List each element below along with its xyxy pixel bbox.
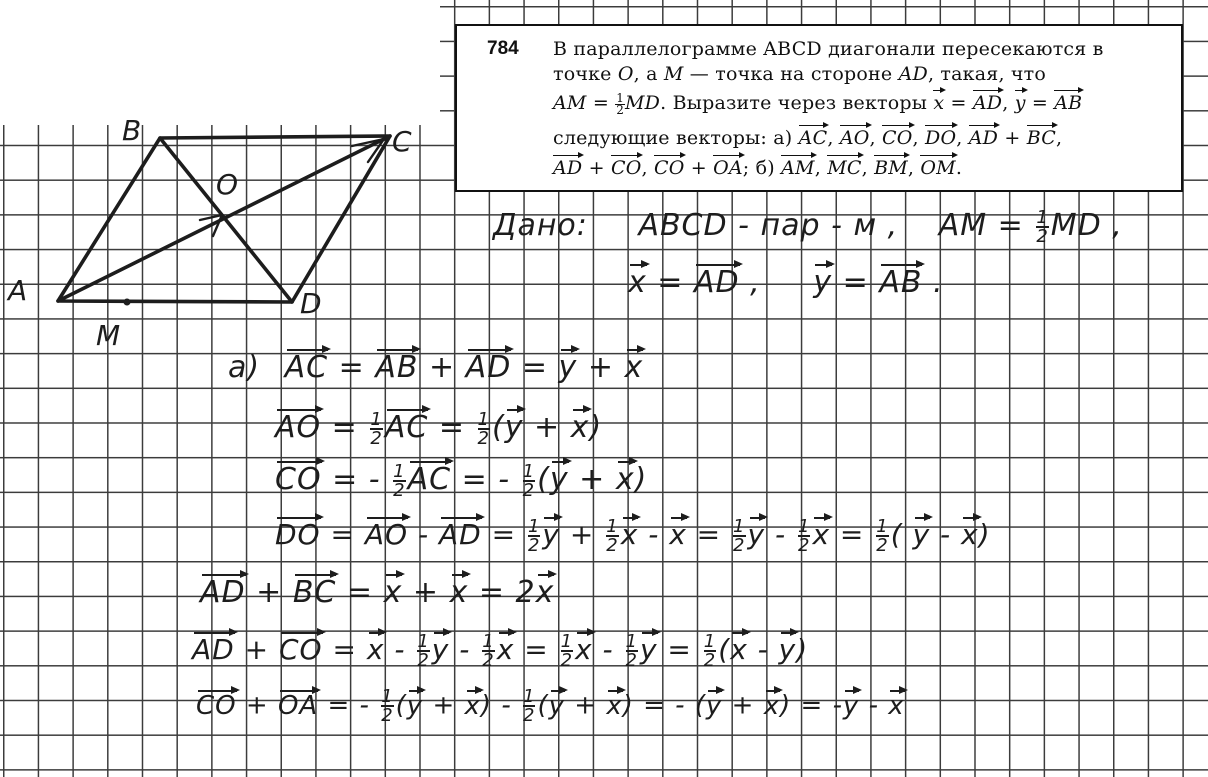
frac-den: 2 — [527, 535, 541, 556]
minus: - — [592, 633, 624, 666]
problem-line-4 — [553, 127, 1062, 149]
equals-minus: = - — [791, 690, 843, 721]
vector-ao: AO — [364, 518, 409, 551]
period: . — [955, 157, 963, 179]
vector-x: x — [730, 633, 748, 666]
solution-line-1 — [228, 350, 643, 385]
minus: - — [859, 690, 889, 721]
point-m-dot — [124, 299, 131, 306]
separator: , — [739, 265, 814, 300]
solution-line-2 — [275, 410, 602, 447]
vector-y: y — [431, 633, 450, 666]
vector-x: x — [496, 633, 515, 666]
problem-text-1: В параллелограмме ABCD диагонали пересекаются в — [553, 38, 1104, 60]
vector-x: x — [961, 518, 979, 551]
plus: + — [564, 690, 607, 721]
vector-om: OM — [920, 157, 956, 179]
equals-minus: = - — [321, 462, 392, 497]
equals: = — [586, 92, 616, 114]
paren: ( — [537, 690, 549, 721]
equals-minus: = - — [318, 690, 380, 721]
half-fraction — [876, 518, 888, 554]
paren: ( — [890, 518, 913, 551]
frac-den: 2 — [477, 427, 490, 449]
vector-x: x — [449, 575, 469, 610]
comma: , — [1002, 92, 1015, 114]
vector-x: x — [620, 518, 639, 551]
plus: + — [523, 410, 571, 445]
frac-num: 1 — [625, 631, 638, 652]
fraction-one-half — [615, 90, 625, 117]
plus: + — [418, 350, 466, 385]
plus: + — [236, 690, 278, 721]
vector-bc: BC — [1026, 127, 1056, 149]
frac-den: 2 — [606, 535, 619, 556]
frac-num: 1 — [381, 686, 394, 707]
vector-y: y — [406, 690, 424, 721]
equals: = — [686, 518, 732, 551]
paren: ( — [537, 462, 550, 497]
vector-x: x — [615, 462, 635, 497]
frac-den: 2 — [1036, 225, 1049, 247]
frac-den: 2 — [616, 102, 625, 117]
paren: ) — [622, 690, 634, 721]
vector-y: y — [542, 518, 560, 551]
half-fraction — [1036, 206, 1049, 247]
paren: ( — [718, 633, 731, 666]
vector-ad: AD — [972, 92, 1003, 114]
problem-line-5 — [553, 157, 962, 179]
equals: = — [321, 410, 369, 445]
frac-den: 2 — [703, 650, 717, 671]
vector-x: x — [570, 410, 590, 445]
frac-num: 1 — [560, 631, 574, 652]
vector-y: y — [548, 690, 565, 721]
paren: ) — [978, 518, 991, 551]
equals: = — [481, 518, 526, 551]
vector-ad: AD — [693, 265, 740, 300]
frac-num: 1 — [393, 460, 406, 482]
half-fraction — [733, 518, 745, 554]
vector-am: AM — [781, 157, 815, 179]
paren: ) — [796, 633, 809, 666]
segment-am: AM — [553, 92, 587, 114]
frac-den: 2 — [482, 650, 495, 671]
frac-num: 1 — [703, 631, 717, 652]
plus: + — [560, 518, 605, 551]
half-fraction — [381, 688, 393, 724]
vector-x: x — [383, 575, 403, 610]
frac-den: 2 — [370, 427, 383, 449]
problem-line-2 — [553, 63, 1046, 85]
equals: = — [1025, 92, 1055, 114]
problem-number: 784 — [487, 38, 519, 59]
plus: + — [423, 690, 465, 721]
plus: + — [722, 690, 764, 721]
paren: ) — [589, 410, 603, 445]
half-fraction — [704, 633, 716, 669]
plus: + — [577, 350, 625, 385]
equals: = — [511, 350, 559, 385]
minus: - — [930, 518, 962, 551]
vector-x: x — [606, 690, 623, 721]
vector-x: x — [624, 350, 644, 385]
vector-bc: BC — [292, 575, 337, 610]
plus: + — [684, 157, 714, 179]
vector-y: y — [639, 633, 658, 666]
vector-ad: AD — [438, 518, 482, 551]
equals-minus: = - — [451, 462, 521, 497]
paren: ) — [780, 690, 792, 721]
vector-ab: AB — [375, 350, 419, 385]
vector-y: y — [705, 690, 723, 721]
label-b: B — [122, 114, 142, 147]
problem-line-1 — [553, 38, 1104, 60]
comma: , — [827, 127, 840, 149]
half-fraction — [417, 633, 429, 669]
half-fraction — [482, 633, 494, 669]
vector-x: x — [669, 518, 687, 551]
vector-ab: AB — [879, 265, 923, 300]
vector-y: y — [558, 350, 578, 385]
label-m: M — [96, 319, 121, 352]
problem-text: — точка на стороне — [683, 63, 899, 85]
period: . — [922, 265, 944, 300]
vector-y: y — [504, 410, 524, 445]
comma: , — [869, 127, 883, 149]
equals: = — [336, 575, 384, 610]
minus: - — [384, 633, 416, 666]
frac-num: 1 — [522, 686, 536, 707]
equals: = — [832, 265, 880, 300]
paren: ( — [395, 690, 407, 721]
frac-num: 1 — [477, 408, 490, 430]
vector-co: CO — [275, 462, 322, 497]
vector-ac: AC — [284, 350, 329, 385]
comma: , — [814, 157, 828, 179]
plus: + — [998, 127, 1027, 149]
vector-ac: AC — [798, 127, 828, 149]
solution-line-6 — [192, 633, 808, 669]
comma: , — [641, 157, 654, 179]
minus: - — [765, 518, 796, 551]
frac-den: 2 — [522, 705, 536, 726]
frac-num: 1 — [370, 408, 383, 430]
frac-den: 2 — [876, 535, 889, 556]
frac-den: 2 — [381, 705, 394, 726]
problem-text: , такая, что — [927, 63, 1047, 85]
frac-num: 1 — [527, 516, 541, 537]
equals: = — [944, 92, 973, 114]
vector-ad: AD — [465, 350, 512, 385]
vector-oa: OA — [713, 157, 743, 179]
equals: = — [428, 410, 476, 445]
frac-num: 1 — [606, 516, 619, 537]
label-o: O — [216, 168, 239, 201]
side-ad: AD — [898, 63, 928, 85]
equals: = — [830, 518, 875, 551]
minus: - — [638, 518, 670, 551]
minus: - — [408, 518, 439, 551]
diagonal-bd — [160, 138, 292, 302]
vector-co: CO — [196, 690, 237, 721]
equals: = — [657, 633, 702, 666]
vector-x: x — [933, 92, 945, 114]
minus: - — [492, 690, 521, 721]
vector-ao: AO — [839, 127, 870, 149]
vector-ac: AC — [407, 462, 452, 497]
frac-den: 2 — [522, 479, 536, 501]
vector-y: y — [778, 633, 797, 666]
vector-oa: OA — [277, 690, 319, 721]
paren: ) — [480, 690, 493, 721]
frac-num: 1 — [482, 631, 495, 652]
half-fraction — [393, 460, 406, 501]
paren: ( — [491, 410, 505, 445]
equals: = — [320, 518, 365, 551]
vector-y: y — [549, 462, 569, 497]
vector-bm: BM — [874, 157, 908, 179]
vector-ac: AC — [384, 410, 429, 445]
vector-ao: AO — [275, 410, 322, 445]
problem-text: ; б) — [742, 157, 782, 179]
frac-num: 1 — [417, 631, 430, 652]
vector-co: CO — [882, 127, 913, 149]
frac-num: 1 — [616, 90, 625, 105]
frac-num: 1 — [876, 516, 889, 537]
vector-co: CO — [610, 157, 642, 179]
paren: ) — [634, 462, 648, 497]
vector-ad: AD — [553, 157, 583, 179]
half-fraction — [523, 688, 535, 724]
equals: = — [322, 633, 367, 666]
half-fraction — [522, 460, 536, 501]
segment-md: MD — [625, 92, 661, 114]
vector-x: x — [812, 518, 831, 551]
vector-ad: AD — [200, 575, 246, 610]
equals-minus: = - — [633, 690, 695, 721]
vector-co: CO — [278, 633, 323, 666]
frac-den: 2 — [417, 650, 430, 671]
frac-num: 1 — [522, 460, 536, 482]
label-a: A — [8, 274, 28, 307]
given-am: AM = — [938, 208, 1035, 243]
vector-y: y — [747, 518, 766, 551]
plus: + — [568, 462, 616, 497]
paren: ( — [694, 690, 706, 721]
equals-two: = 2 — [468, 575, 536, 610]
solution-line-4 — [275, 518, 991, 554]
vector-x: x — [575, 633, 593, 666]
half-fraction — [528, 518, 540, 554]
solution-line-5 — [200, 575, 554, 610]
comma: , — [912, 127, 926, 149]
vector-ab: AB — [1054, 92, 1083, 114]
vector-y: y — [842, 690, 860, 721]
vector-x: x — [628, 265, 647, 300]
frac-num: 1 — [797, 516, 811, 537]
frac-den: 2 — [733, 535, 746, 556]
vector-x: x — [464, 690, 481, 721]
problem-text: точке — [553, 63, 618, 85]
frac-num: 1 — [733, 516, 746, 537]
point-m: M — [663, 63, 684, 85]
equals: = — [646, 265, 694, 300]
vector-x: x — [763, 690, 781, 721]
vector-y: y — [1014, 92, 1026, 114]
half-fraction — [477, 408, 490, 449]
plus: + — [245, 575, 293, 610]
vector-ad: AD — [192, 633, 235, 666]
point-o: O — [617, 63, 634, 85]
half-fraction — [798, 518, 810, 554]
comma: , — [1055, 127, 1063, 149]
plus: + — [582, 157, 611, 179]
frac-den: 2 — [625, 650, 638, 671]
label-d: D — [300, 287, 322, 320]
vector-do: DO — [275, 518, 321, 551]
half-fraction — [561, 633, 573, 669]
equals: = — [328, 350, 376, 385]
given-label: Дано: — [493, 208, 588, 243]
frac-num: 1 — [1036, 206, 1049, 228]
problem-text: . Выразите через векторы — [660, 92, 934, 114]
vector-co: CO — [653, 157, 685, 179]
problem-text: , а — [633, 63, 664, 85]
minus: - — [449, 633, 481, 666]
part-a-label: а) — [228, 350, 261, 385]
given-parallelogram: ABCD - пар - м , — [638, 208, 899, 243]
frac-den: 2 — [393, 479, 406, 501]
vector-x: x — [366, 633, 385, 666]
vector-ad: AD — [968, 127, 999, 149]
vector-do: DO — [925, 127, 957, 149]
comma: , — [907, 157, 921, 179]
given-line-1 — [493, 208, 1123, 245]
problem-statement — [455, 24, 1183, 192]
given-md: MD , — [1050, 208, 1123, 243]
solution-line-3 — [275, 462, 647, 499]
half-fraction — [370, 408, 383, 449]
vector-y: y — [912, 518, 931, 551]
frac-den: 2 — [560, 650, 574, 671]
vector-x: x — [888, 690, 905, 721]
vector-mc: MC — [827, 157, 862, 179]
comma: , — [861, 157, 875, 179]
minus: - — [747, 633, 779, 666]
comma: , — [956, 127, 969, 149]
label-c: C — [392, 125, 412, 158]
half-fraction — [626, 633, 638, 669]
vector-y: y — [813, 265, 833, 300]
solution-line-7 — [196, 688, 905, 724]
given-line-2 — [628, 265, 944, 300]
half-fraction — [606, 518, 618, 554]
plus: + — [402, 575, 450, 610]
plus: + — [234, 633, 279, 666]
problem-line-3 — [553, 92, 1082, 116]
parallelogram-figure — [0, 100, 440, 360]
equals: = — [514, 633, 559, 666]
problem-text: следующие векторы: а) — [553, 127, 799, 149]
frac-den: 2 — [797, 535, 811, 556]
vector-x: x — [535, 575, 555, 610]
